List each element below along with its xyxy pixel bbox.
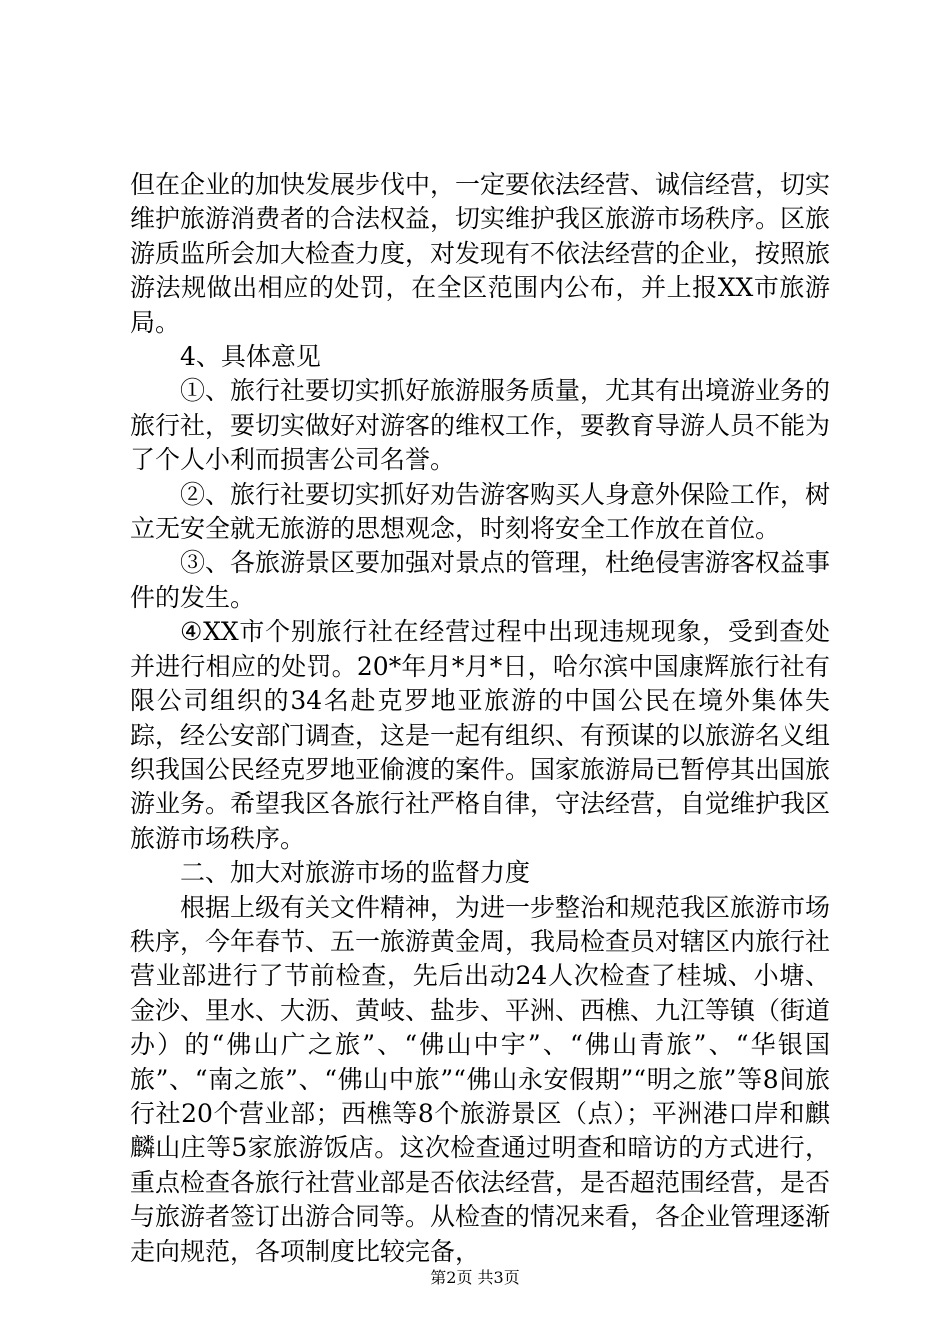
paragraph-1: 但在企业的加快发展步伐中，一定要依法经营、诚信经营，切实维护旅游消费者的合法权益，切实维护我区旅游市场秩序。区旅游质监所会加大检查力度，对发现有不依法经营的企业，按照旅游法规做出相应的处罚，在全区范围内公布，并上报XX市旅游局。	[130, 170, 831, 337]
paragraph-item-3: ③、各旅游景区要加强对景点的管理，杜绝侵害游客权益事件的发生。	[130, 548, 831, 612]
paragraph-item-1: ①、旅行社要切实抓好旅游服务质量，尤其有出境游业务的旅行社，要切实做好对游客的维权工作，要教育导游人员不能为了个人小利而损害公司名誉。	[130, 376, 831, 475]
paragraph-item-4: ④XX市个别旅行社在经营过程中出现违规现象，受到查处并进行相应的处罚。20*年月*月*日，哈尔滨中国康辉旅行社有限公司组织的34名赴克罗地亚旅游的中国公民在境外集体失踪，经公安部门调查，这是一起有组织、有预谋的以旅游名义组织我国公民经克罗地亚偷渡的案件。国家旅游局已暂停其出国旅游业务。希望我区各旅行社严格自律，守法经营，自觉维护我区旅游市场秩序。	[130, 617, 831, 853]
paragraph-heading-supervision: 二、加大对旅游市场的监督力度	[180, 858, 531, 888]
paragraph-item-2: ②、旅行社要切实抓好劝告游客购买人身意外保险工作，树立无安全就无旅游的思想观念，时刻将安全工作放在首位。	[130, 479, 831, 544]
paragraph-heading-specific-opinions: 4、具体意见	[180, 342, 321, 372]
page-footer: 第2页 共3页	[430, 1268, 520, 1287]
document-body	[130, 168, 830, 1269]
paragraph-inspection: 根据上级有关文件精神，为进一步整治和规范我区旅游市场秩序，今年春节、五一旅游黄金周，我局检查员对辖区内旅行社营业部进行了节前检查，先后出动24人次检查了桂城、小塘、金沙、里水、大沥、黄岐、盐步、平洲、西樵、九江等镇（街道办）的“佛山广之旅”、“佛山中宇”、“佛山青旅”、“华银国旅”、“南之旅”、“佛山中旅”“佛山永安假期”“明之旅”等8间旅行社20个营业部；西樵等8个旅游景区（点）；平洲港口岸和麒麟山庄等5家旅游饭店。这次检查通过明查和暗访的方式进行，重点检查各旅行社营业部是否依法经营，是否超范围经营，是否与旅游者签订出游合同等。从检查的情况来看，各企业管理逐渐走向规范，各项制度比较完备，	[130, 892, 831, 1266]
